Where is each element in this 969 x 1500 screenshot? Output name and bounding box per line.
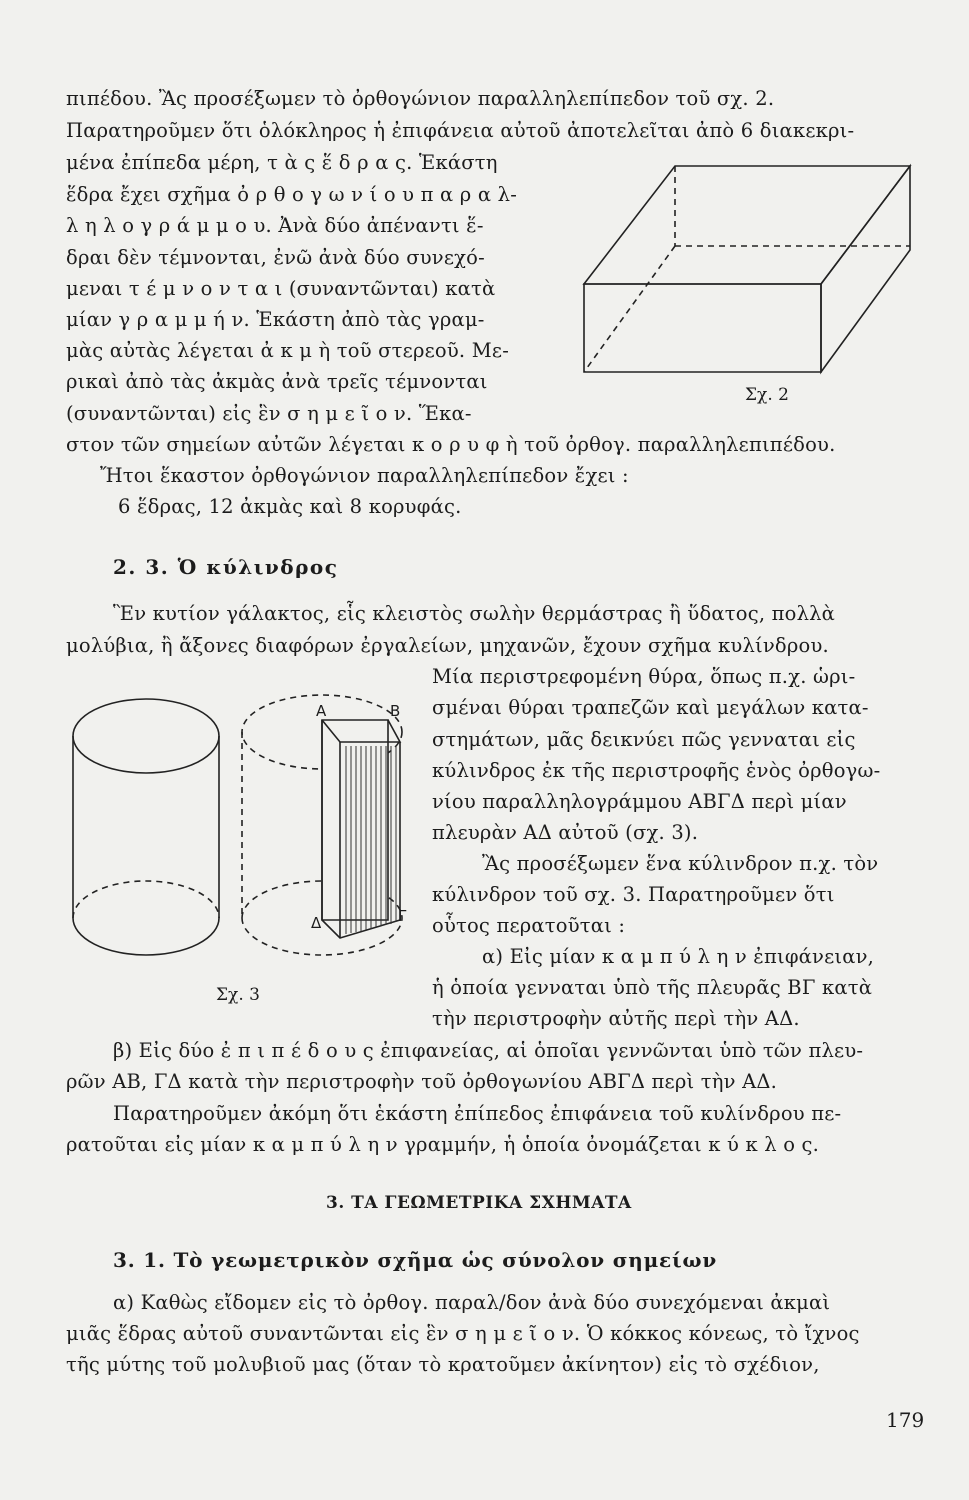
page-number: 179 — [886, 1408, 925, 1432]
figure-2-parallelepiped — [575, 160, 915, 375]
text-line: μιᾶς ἕδρας αὐτοῦ συναντῶνται εἰς ἓν σ η μ ε ῖ ο ν. Ὁ κόκκος κόνεως, τὸ ἴχνος — [66, 1322, 860, 1345]
text-line: λ η λ ο γ ρ ά μ μ ο υ. Ἀνὰ δύο ἀπέναντι ἕ- — [66, 214, 484, 237]
left-cylinder-bottom-front — [73, 918, 219, 955]
text-line: δραι δὲν τέμνονται, ἐνῶ ἀνὰ δύο συνεχό- — [66, 246, 485, 269]
hidden-edge-diagonal — [584, 246, 675, 372]
chapter-heading: 3. ΤΑ ΓΕΩΜΕΤΡΙΚΑ ΣΧΗΜΑΤΑ — [326, 1193, 632, 1213]
text-line: πιπέδου. Ἂς προσέξωμεν τὸ ὀρθογώνιον παραλληλεπίπεδον τοῦ σχ. 2. — [66, 87, 775, 110]
text-line: Ἂς προσέξωμεν ἕνα κύλινδρον π.χ. τὸν — [482, 852, 879, 875]
text-line: Παρατηροῦμεν ὅτι ὁλόκληρος ἡ ἐπιφάνεια αὐτοῦ ἀποτελεῖται ἀπὸ 6 διακεκρι- — [66, 119, 855, 142]
left-cylinder-bottom-back — [73, 881, 219, 918]
text-line: α) Καθὼς εἴδομεν εἰς τὸ ὀρθογ. παραλ/δον ἀνὰ δύο συνεχόμεναι ἀκμαὶ — [113, 1291, 831, 1314]
label-b: Β — [390, 702, 401, 720]
text-line: ρατοῦται εἰς μίαν κ α μ π ύ λ η ν γραμμήν, ἡ ὁποία ὀνομάζεται κ ύ κ λ ο ς. — [66, 1133, 820, 1156]
text-line: μίαν γ ρ α μ μ ή ν. Ἑκάστη ἀπὸ τὰς γραμ- — [66, 308, 485, 331]
figure-2-caption: Σχ. 2 — [745, 385, 789, 405]
text-line: (συναντῶνται) εἰς ἓν σ η μ ε ῖ ο ν. Ἕκα- — [66, 402, 472, 425]
text-line: α) Εἰς μίαν κ α μ π ύ λ η ν ἐπιφάνειαν, — [482, 945, 875, 968]
section-heading: 2. 3. Ὁ κύλινδρος — [113, 555, 339, 579]
text-line: ρικαὶ ἀπὸ τὰς ἀκμὰς ἀνὰ τρεῖς τέμνονται — [66, 370, 488, 393]
text-line: πλευρὰν ΑΔ αὐτοῦ (σχ. 3). — [432, 821, 699, 844]
label-a: Α — [316, 702, 327, 720]
right-face — [821, 166, 910, 372]
text-line: σμέναι θύραι τραπεζῶν καὶ μεγάλων κατα- — [432, 696, 869, 719]
front-face — [584, 284, 821, 372]
text-line: β) Εἰς δύο ἐ π ι π έ δ ο υ ς ἐπιφανείας, αἱ ὁποῖαι γεννῶνται ὑπὸ τῶν πλευ- — [113, 1039, 864, 1062]
figure-3-cylinders — [70, 680, 420, 1000]
text-line: στημάτων, μᾶς δεικνύει πῶς γενναται εἰς — [432, 728, 856, 751]
rectangle-abgd — [322, 720, 388, 920]
text-line: κύλινδρος ἐκ τῆς περιστροφῆς ἑνὸς ὀρθογω- — [432, 759, 881, 782]
top-face — [584, 166, 910, 284]
text-line: οὗτος περατοῦται : — [432, 914, 626, 937]
text-line: Μία περιστρεφομένη θύρα, ὅπως π.χ. ὡρι- — [432, 665, 856, 688]
right-cylinder-bottom — [242, 918, 402, 955]
text-line: Ἓν κυτίον γάλακτος, εἷς κλειστὸς σωλὴν θερμάστρας ἢ ὕδατος, πολλὰ — [113, 602, 836, 625]
text-line: τῆς μύτης τοῦ μολυβιοῦ μας (ὅταν τὸ κρατοῦμεν ἀκίνητον) εἰς τὸ σχέδιον, — [66, 1353, 820, 1376]
text-line: Παρατηροῦμεν ἀκόμη ὅτι ἑκάστη ἐπίπεδος ἐπιφάνεια τοῦ κυλίνδρου πε- — [113, 1102, 842, 1125]
label-d: Δ — [311, 914, 322, 932]
text-line: ἡ ὁποία γενναται ὑπὸ τῆς πλευρᾶς ΒΓ κατὰ — [432, 976, 873, 999]
label-g: Γ — [398, 907, 407, 925]
text-line: μεναι τ έ μ ν ο ν τ α ι (συναντῶνται) κατὰ — [66, 277, 496, 300]
text-line: ἕδρα ἔχει σχῆμα ὀ ρ θ ο γ ω ν ί ο υ π α ρ α λ- — [66, 183, 517, 206]
figure-3-caption: Σχ. 3 — [216, 985, 260, 1005]
text-line: στον τῶν σημείων αὐτῶν λέγεται κ ο ρ υ φ ὴ τοῦ ὀρθογ. παραλληλεπιπέδου. — [66, 433, 836, 456]
text-line: μένα ἐπίπεδα μέρη, τ ὰ ς ἕ δ ρ α ς. Ἑκάστη — [66, 151, 498, 174]
text-line: Ἤτοι ἕκαστον ὀρθογώνιον παραλληλεπίπεδον ἔχει : — [100, 464, 629, 487]
text-line: κύλινδρον τοῦ σχ. 3. Παρατηροῦμεν ὅτι — [432, 883, 835, 906]
section-heading: 3. 1. Τὸ γεωμετρικὸν σχῆμα ὡς σύνολον σημείων — [113, 1248, 718, 1272]
text-line: ρῶν ΑΒ, ΓΔ κατὰ τὴν περιστροφὴν τοῦ ὀρθογωνίου ΑΒΓΔ περὶ τὴν ΑΔ. — [66, 1070, 778, 1093]
text-line: 6 ἕδρας, 12 ἀκμὰς καὶ 8 κορυφάς. — [118, 495, 462, 518]
text-line: τὴν περιστροφὴν αὐτῆς περὶ τὴν ΑΔ. — [432, 1007, 800, 1030]
text-line: νίου παραλληλογράμμου ΑΒΓΔ περὶ μίαν — [432, 790, 847, 813]
text-line: μὰς αὐτὰς λέγεται ἀ κ μ ὴ τοῦ στερεοῦ. Με- — [66, 339, 509, 362]
left-cylinder-top — [73, 699, 219, 773]
text-line: μολύβια, ἢ ἄξονες διαφόρων ἐργαλείων, μηχανῶν, ἔχουν σχῆμα κυλίνδρου. — [66, 634, 829, 657]
